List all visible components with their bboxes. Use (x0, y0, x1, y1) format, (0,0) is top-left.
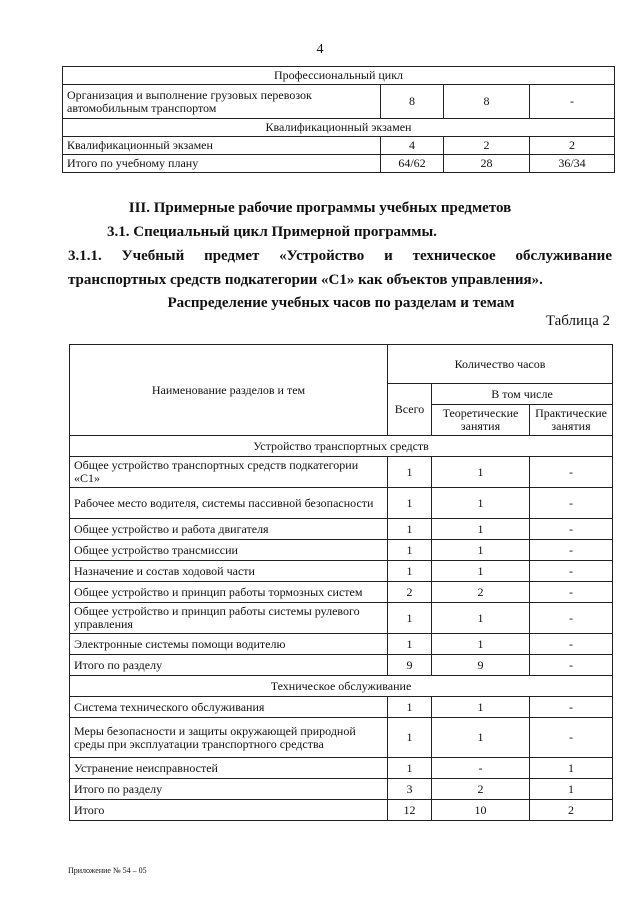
table-row (70, 457, 613, 488)
table-label: Таблица 2 (545, 313, 610, 329)
row-theory: 1 (432, 697, 530, 718)
table-row (70, 655, 613, 676)
row-practice: 1 (530, 758, 613, 779)
row-practice: - (530, 697, 613, 718)
row-name: Итого по разделу (70, 779, 388, 800)
section-row: Устройство транспортных средств (70, 436, 613, 457)
table-row (70, 758, 613, 779)
section-row: Профессиональный цикл (63, 67, 615, 85)
row-practice: - (530, 85, 615, 119)
row-practice: - (530, 634, 613, 655)
table-row (70, 519, 613, 540)
row-practice: 36/34 (530, 155, 615, 173)
header-name: Наименование разделов и тем (70, 345, 388, 436)
row-total: 1 (388, 519, 432, 540)
row-theory: 2 (432, 779, 530, 800)
row-total: 1 (388, 718, 432, 758)
table-row (70, 561, 613, 582)
row-name: Общее устройство и принцип работы системы рулевого управления (70, 603, 388, 634)
subject-heading-line2: транспортных средств подкатегории «C1» как объектов управления». (68, 272, 543, 288)
row-total: 1 (388, 561, 432, 582)
table-row (70, 800, 613, 821)
row-total: 9 (388, 655, 432, 676)
row-practice: 1 (530, 779, 613, 800)
row-total: 12 (388, 800, 432, 821)
summary-table (62, 66, 615, 173)
row-theory: 10 (432, 800, 530, 821)
table-row (70, 540, 613, 561)
row-theory: 8 (444, 85, 530, 119)
row-theory: 2 (444, 137, 530, 155)
row-practice: - (530, 603, 613, 634)
section-row: Техническое обслуживание (70, 676, 613, 697)
row-name: Назначение и состав ходовой части (70, 561, 388, 582)
row-theory: 1 (432, 457, 530, 488)
row-total: 3 (388, 779, 432, 800)
row-practice: - (530, 718, 613, 758)
row-name: Общее устройство и принцип работы тормозных систем (70, 582, 388, 603)
hours-table (69, 344, 613, 821)
row-practice: - (530, 561, 613, 582)
section-heading: III. Примерные рабочие программы учебных предметов (128, 200, 512, 216)
row-name: Организация и выполнение грузовых перевозок автомобильным транспортом (63, 85, 381, 119)
row-theory: 1 (432, 718, 530, 758)
header-including: В том числе (432, 384, 613, 405)
row-total: 1 (388, 697, 432, 718)
row-practice: - (530, 488, 613, 519)
row-theory: 1 (432, 634, 530, 655)
table-row (70, 697, 613, 718)
row-name: Общее устройство трансмиссии (70, 540, 388, 561)
row-total: 1 (388, 603, 432, 634)
row-total: 2 (388, 582, 432, 603)
row-total: 8 (381, 85, 444, 119)
row-name: Система технического обслуживания (70, 697, 388, 718)
header-practice: Практические занятия (530, 405, 613, 436)
header-total: Всего (388, 384, 432, 436)
header-hours: Количество часов (388, 345, 613, 384)
row-practice: 2 (530, 137, 615, 155)
row-total: 1 (388, 758, 432, 779)
table-row (63, 85, 615, 119)
row-theory: 1 (432, 519, 530, 540)
subsection-heading: 3.1. Специальный цикл Примерной программы. (107, 224, 437, 240)
row-practice: 2 (530, 800, 613, 821)
table-row (63, 137, 615, 155)
row-total: 1 (388, 540, 432, 561)
row-practice: - (530, 655, 613, 676)
row-theory: 2 (432, 582, 530, 603)
row-name: Итого по разделу (70, 655, 388, 676)
row-name: Итого по учебному плану (63, 155, 381, 173)
row-name: Общее устройство и работа двигателя (70, 519, 388, 540)
subject-heading-line1: 3.1.1. Учебный предмет «Устройство и техническое обслуживание (68, 248, 612, 264)
row-theory: 28 (444, 155, 530, 173)
page-number: 4 (316, 42, 324, 57)
row-theory: 1 (432, 561, 530, 582)
row-total: 64/62 (381, 155, 444, 173)
row-name: Итого (70, 800, 388, 821)
footer-note: Приложение № 54 – 05 (68, 866, 147, 875)
table-row (70, 779, 613, 800)
row-practice: - (530, 457, 613, 488)
header-theory: Теоретические занятия (432, 405, 530, 436)
row-total: 4 (381, 137, 444, 155)
table-row (70, 634, 613, 655)
row-practice: - (530, 519, 613, 540)
row-name: Электронные системы помощи водителю (70, 634, 388, 655)
row-name: Устранение неисправностей (70, 758, 388, 779)
row-name: Меры безопасности и защиты окружающей природной среды при эксплуатации транспортного средства (70, 718, 388, 758)
table-row (70, 488, 613, 519)
row-theory: 1 (432, 488, 530, 519)
row-total: 1 (388, 488, 432, 519)
table-row (63, 155, 615, 173)
row-theory: - (432, 758, 530, 779)
row-theory: 1 (432, 540, 530, 561)
row-total: 1 (388, 634, 432, 655)
table-row (70, 582, 613, 603)
row-theory: 1 (432, 603, 530, 634)
table-row (70, 718, 613, 758)
table-row (70, 603, 613, 634)
row-theory: 9 (432, 655, 530, 676)
row-name: Общее устройство транспортных средств подкатегории «C1» (70, 457, 388, 488)
distribution-heading: Распределение учебных часов по разделам и темам (167, 295, 515, 311)
row-name: Рабочее место водителя, системы пассивной безопасности (70, 488, 388, 519)
row-practice: - (530, 582, 613, 603)
row-total: 1 (388, 457, 432, 488)
section-row: Квалификационный экзамен (63, 119, 615, 137)
row-practice: - (530, 540, 613, 561)
row-name: Квалификационный экзамен (63, 137, 381, 155)
